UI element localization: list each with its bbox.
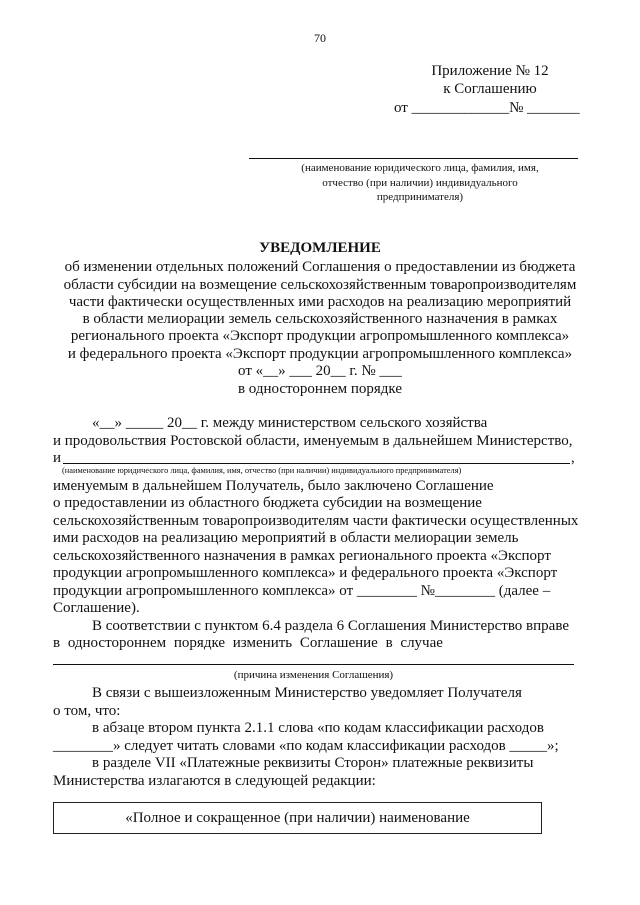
body-line: «__» _____ 20__ г. между министерством сельского хозяйства bbox=[92, 415, 488, 431]
body-line: в разделе VII «Платежные реквизиты Сторон» платежные реквизиты bbox=[92, 755, 534, 771]
body-line: в абзаце втором пункта 2.1.1 слова «по кодам классификации расходов bbox=[92, 720, 544, 736]
body-line: о предоставлении из областного бюджета субсидии на возмещение bbox=[53, 495, 482, 511]
recipient-caption-3: предпринимателя) bbox=[376, 191, 464, 203]
body-line-prefix: и bbox=[53, 450, 62, 466]
reason-line bbox=[53, 664, 574, 665]
recipient-name-caption: (наименование юридического лица, фамилия, имя, отчество (при наличии) индивидуального предпринимателя) bbox=[62, 466, 462, 475]
notice-title-mode: в одностороннем порядке bbox=[237, 381, 403, 397]
body-line: ________» следует читать словами «по кодам классификации расходов _____»; bbox=[53, 738, 559, 754]
notice-title-line: регионального проекта «Экспорт продукции агропромышленного комплекса» bbox=[70, 328, 570, 344]
notice-title-line: об изменении отдельных положений Соглашения о предоставлении из бюджета bbox=[64, 259, 576, 275]
body-line: сельскохозяйственным товаропроизводителям части фактически осуществленных bbox=[53, 513, 579, 529]
notice-title-date: от «__» ___ 20__ г. № ___ bbox=[238, 363, 402, 379]
appendix-date-number: от _____________№ _______ bbox=[394, 100, 580, 116]
appendix-agreement: к Соглашению bbox=[443, 81, 537, 97]
notice-title-line: части фактически осуществленных ими расходов на реализацию мероприятий bbox=[68, 294, 572, 310]
page-number: 70 bbox=[314, 31, 326, 45]
body-line: о том, что: bbox=[53, 703, 121, 719]
body-line-suffix: , bbox=[571, 450, 575, 466]
notice-title-line: и федерального проекта «Экспорт продукции агропромышленного комплекса» bbox=[67, 346, 573, 362]
recipient-caption-2: отчество (при наличии) индивидуального bbox=[322, 177, 518, 189]
body-line: продукции агропромышленного комплекса» от ________ №________ (далее – bbox=[53, 583, 551, 599]
body-line: сельскохозяйственного назначения в рамках регионального проекта «Экспорт bbox=[53, 548, 551, 564]
body-line: ими расходов на реализацию мероприятий в области мелиорации земель bbox=[53, 530, 519, 546]
notice-heading: УВЕДОМЛЕНИЕ bbox=[259, 240, 381, 256]
notice-title-line: области субсидии на возмещение сельскохозяйственным товаропроизводителям bbox=[63, 277, 577, 293]
body-line: в одностороннем порядке изменить Соглашение в случае bbox=[53, 635, 443, 651]
requisites-table-cell: «Полное и сокращенное (при наличии) наименование bbox=[125, 810, 470, 826]
requisites-table bbox=[53, 802, 542, 834]
body-line: и продовольствия Ростовской области, именуемым в дальнейшем Министерство, bbox=[53, 433, 573, 449]
body-line: продукции агропромышленного комплекса» и федерального проекта «Экспорт bbox=[53, 565, 558, 581]
body-line: именуемым в дальнейшем Получатель, было заключено Соглашение bbox=[53, 478, 494, 494]
body-line: В соответствии с пунктом 6.4 раздела 6 Соглашения Министерство вправе bbox=[92, 618, 569, 634]
recipient-line bbox=[249, 158, 578, 159]
recipient-caption-1: (наименование юридического лица, фамилия, имя, bbox=[301, 162, 539, 174]
body-line: Соглашение). bbox=[53, 600, 140, 616]
recipient-name-line bbox=[63, 463, 570, 464]
body-line: Министерства излагаются в следующей редакции: bbox=[53, 773, 376, 789]
body-line: В связи с вышеизложенным Министерство уведомляет Получателя bbox=[92, 685, 522, 701]
notice-title-line: в области мелиорации земель сельскохозяйственного назначения в рамках bbox=[82, 311, 558, 327]
appendix-number: Приложение № 12 bbox=[431, 63, 549, 79]
reason-caption: (причина изменения Соглашения) bbox=[233, 669, 394, 681]
